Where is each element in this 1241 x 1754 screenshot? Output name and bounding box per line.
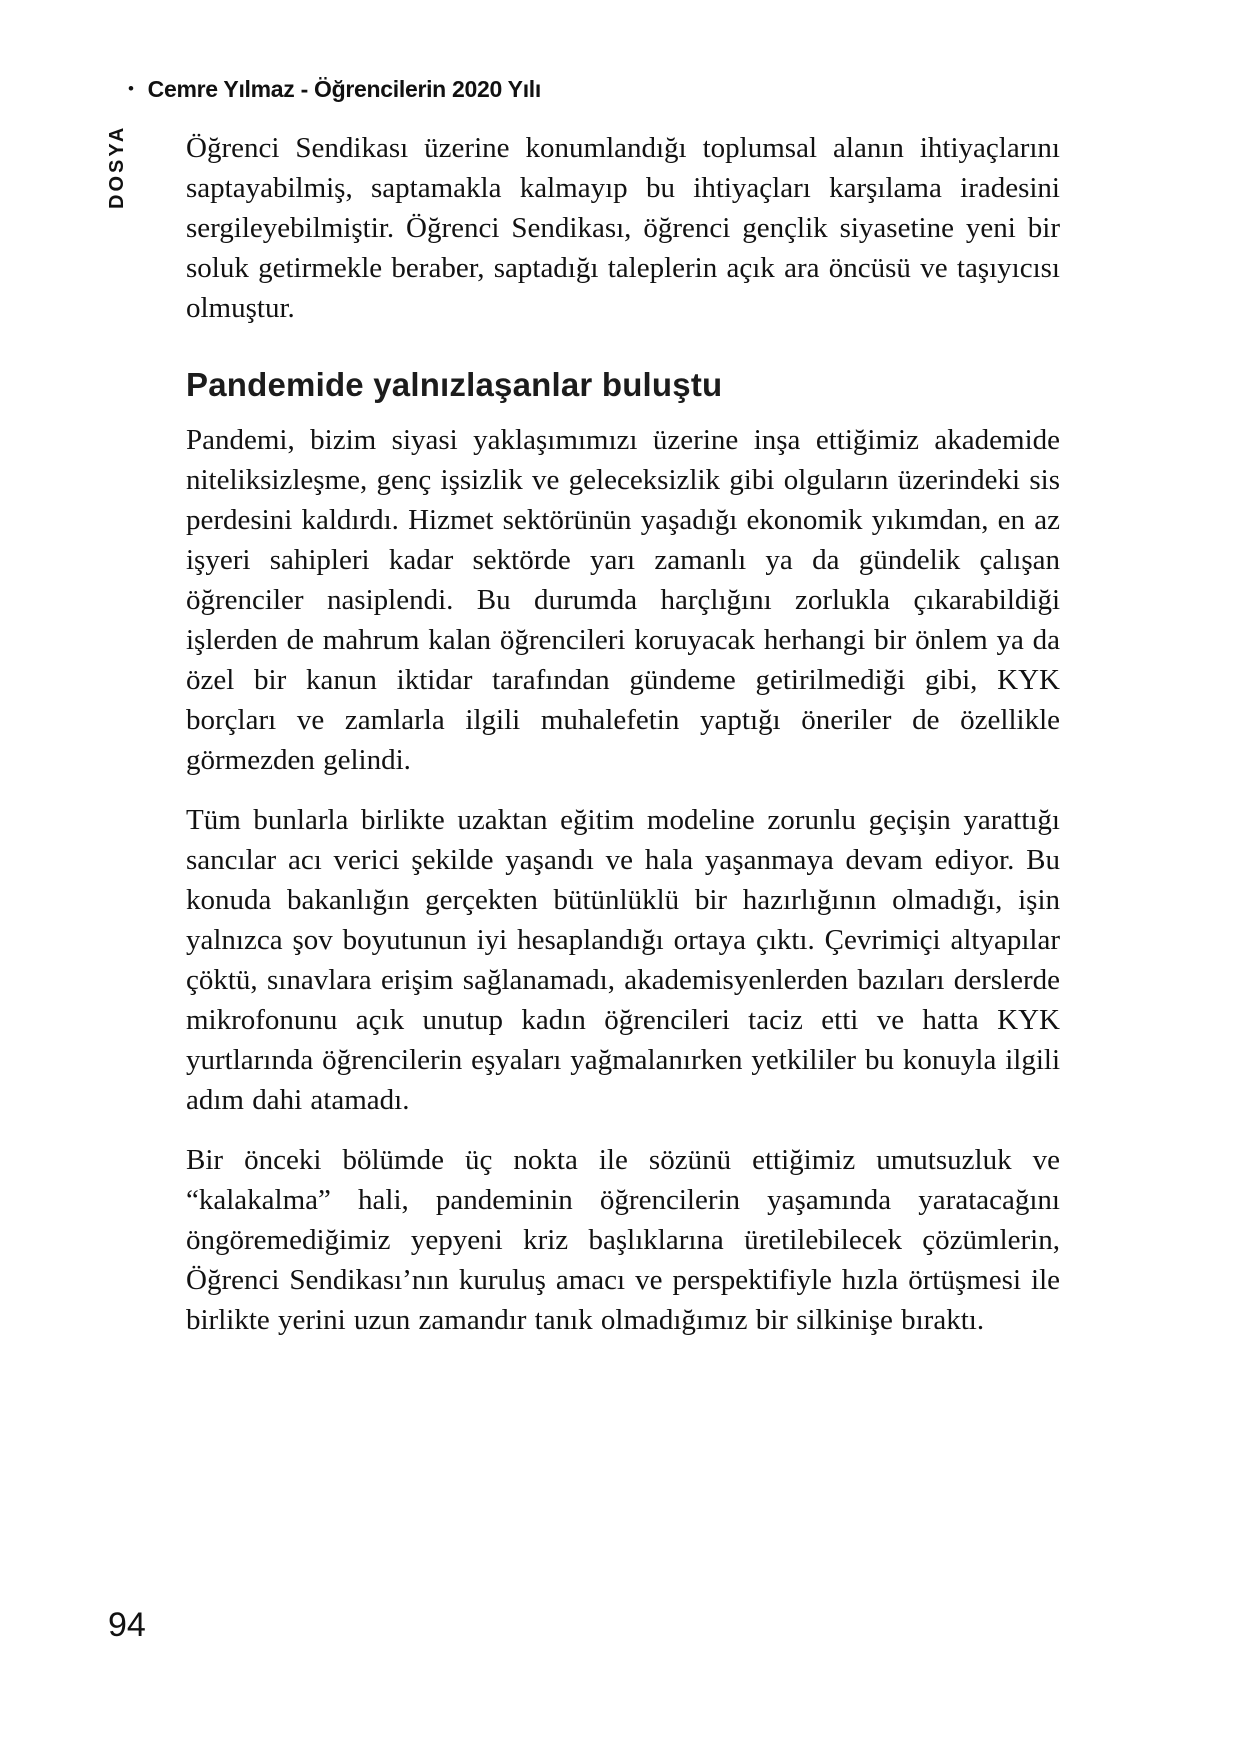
- running-header: [128, 76, 541, 103]
- header-article-title: Öğrencilerin 2020 Yılı: [314, 76, 541, 102]
- header-author: Cemre Yılmaz: [147, 76, 295, 102]
- header-bullet-icon: •: [128, 78, 134, 98]
- paragraph-1: Pandemi, bizim siyasi yaklaşımımızı üzerine inşa ettiğimiz akademide niteliksizleşme, genç işsizlik ve geleceksizlik gibi olguların üzerindeki sis perdesini kaldırdı. Hizmet sektörünün yaşadığı ekonomik yıkımdan, en az işyeri sahipleri kadar sektörde yarı zamanlı ya da gündelik çalışan öğrenciler nasiplendi. Bu durumda harçlığını zorlukla çıkarabildiği işlerden de mahrum kalan öğrencileri koruyacak herhangi bir önlem ya da özel bir kanun iktidar tarafından gündeme getirilmediği gibi, KYK borçları ve zamlarla ilgili muhalefetin yaptığı öneriler de özellikle görmezden gelindi.: [186, 424, 1060, 776]
- paragraph-2: Tüm bunlarla birlikte uzaktan eğitim modeline zorunlu geçişin yarattığı sancılar acı verici şekilde yaşandı ve hala yaşanmaya devam ediyor. Bu konuda bakanlığın gerçekten bütünlüklü bir hazırlığının olmadığı, işin yalnızca şov boyutunun iyi hesaplandığı ortaya çıktı. Çevrimiçi altyapılar çöktü, sınavlara erişim sağlanamadı, akademisyenlerden bazıları derslerde mikrofonunu açık unutup kadın öğrencileri taciz etti ve hatta KYK yurtlarında öğrencilerin eşyaları yağmalanırken yetkililer bu konuyla ilgili adım dahi atamadı.: [186, 804, 1060, 1116]
- page-number: 94: [108, 1606, 146, 1644]
- section-side-label: DOSYA: [106, 124, 128, 210]
- paragraph-3: Bir önceki bölümde üç nokta ile sözünü ettiğimiz umutsuzluk ve “kalakalma” hali, pandeminin öğrencilerin yaşamında yaratacağını öngöremediğimiz yepyeni kriz başlıklarına üretilebilecek çözümlerin, Öğrenci Sendikası’nın kuruluş amacı ve perspektifiyle hızla örtüşmesi ile birlikte yerini uzun zamandır tanık olmadığımız bir silkinişe bıraktı.: [186, 1144, 1060, 1336]
- header-separator: -: [294, 76, 315, 102]
- article-body: [186, 128, 1060, 1360]
- paragraph-intro: Öğrenci Sendikası üzerine konumlandığı toplumsal alanın ihtiyaçlarını saptayabilmiş, saptamakla kalmayıp bu ihtiyaçları karşılama iradesini sergileyebilmiştir. Öğrenci Sendikası, öğrenci gençlik siyasetine yeni bir soluk getirmekle beraber, saptadığı taleplerin açık ara öncüsü ve taşıyıcısı olmuştur.: [186, 132, 1060, 324]
- section-heading: Pandemide yalnızlaşanlar buluştu: [186, 366, 723, 403]
